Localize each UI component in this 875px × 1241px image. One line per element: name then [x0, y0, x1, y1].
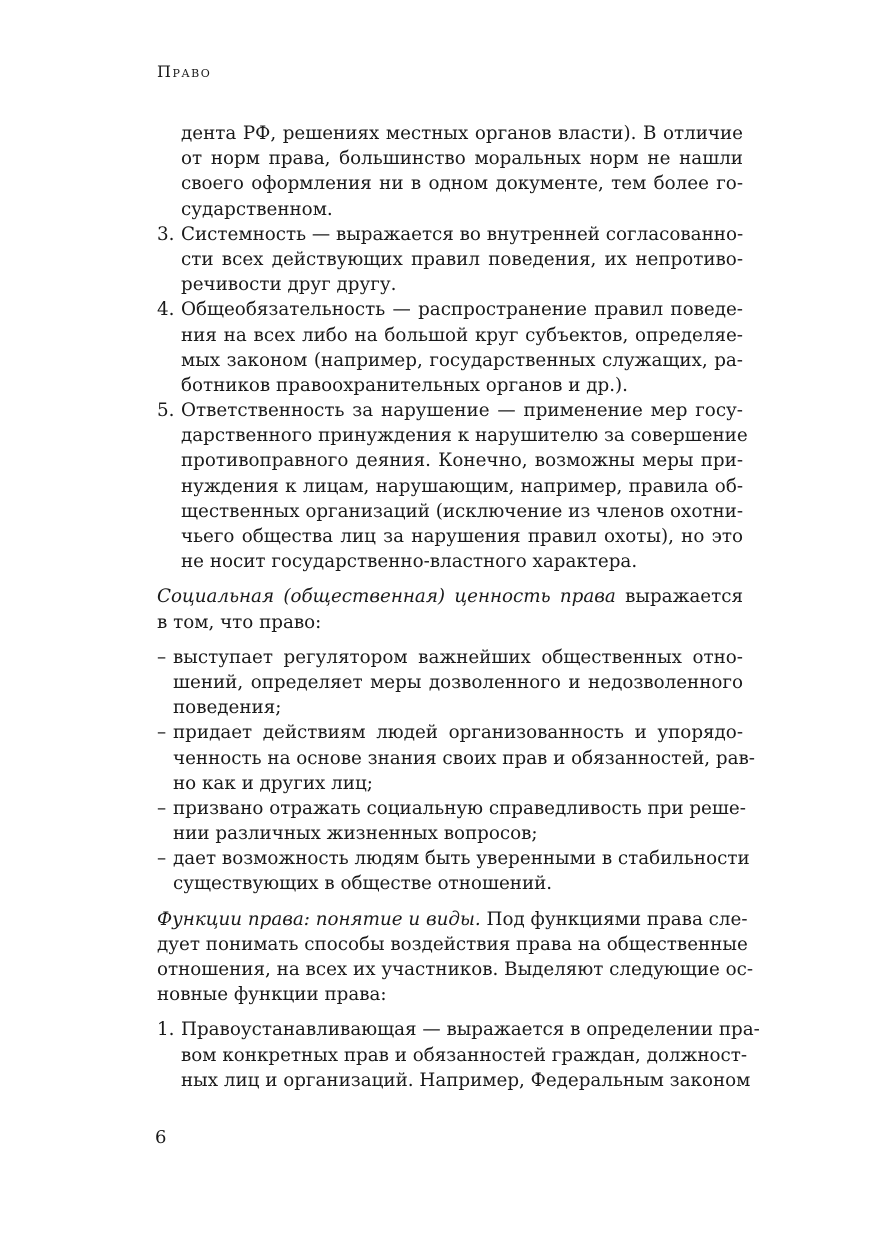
dash-item: [157, 645, 743, 721]
text-line: от норм права, большинство моральных норм не нашли: [181, 148, 743, 170]
item-number: 1.: [157, 1019, 175, 1041]
function-item-1: [157, 1017, 760, 1093]
text-run: выражается: [625, 586, 744, 608]
dash-marker: –: [157, 646, 167, 668]
text-line: Системность — выражается во внутренней согласованно-: [181, 223, 744, 245]
italic-term: Социальная (общественная) ценность права: [157, 586, 616, 608]
text-line: ных лиц и организаций. Например, Федеральным законом: [181, 1069, 751, 1091]
functions-paragraph: [157, 907, 754, 1008]
item-number: 5.: [157, 400, 175, 422]
item-number: 3.: [157, 223, 175, 245]
text-line: придает действиям людей организованность и упорядо-: [173, 722, 743, 744]
text-line: противоправного деяния. Конечно, возможны меры при-: [181, 450, 743, 472]
text-line: новные функции права:: [157, 984, 387, 1006]
text-line: отношения, на всех их участников. Выделяют следующие ос-: [157, 959, 754, 980]
numbered-item-3: [157, 222, 743, 298]
text-line: чьего общества лиц за нарушения правил охоты), но это: [181, 526, 743, 547]
dash-item: [157, 846, 750, 896]
text-line: Общеобязательность — распространение правил поведе-: [181, 299, 743, 321]
dash-item: [157, 720, 755, 796]
dash-marker: –: [157, 848, 167, 870]
body-text: [157, 121, 760, 1093]
page-number: 6: [155, 1127, 167, 1148]
text-line: мых законом (например, государственных служащих, ра-: [181, 349, 743, 371]
text-line: поведения;: [173, 697, 282, 719]
dash-marker: –: [157, 797, 167, 819]
text-line: речивости друг другу.: [181, 274, 397, 296]
text-line: дарственного принуждения к нарушителю за совершение: [181, 425, 748, 447]
text-line: дует понимать способы воздействия права на общественные: [157, 933, 748, 955]
text-line: шений, определяет меры дозволенного и недозволенного: [173, 671, 743, 693]
text-line: в том, что право:: [157, 611, 322, 633]
numbered-item-5: [157, 398, 748, 574]
intro-continuation: [157, 121, 743, 222]
text-line: щественных организаций (исключение из членов охотни-: [181, 500, 743, 522]
text-line: своего оформления ни в одном документе, тем более го-: [181, 173, 743, 195]
text-line: не носит государственно-властного характера.: [181, 551, 638, 573]
text-line: но как и других лиц;: [173, 772, 373, 794]
text-line: сударственном.: [181, 198, 333, 220]
text-line: сти всех действующих правил поведения, их непротиво-: [181, 248, 743, 270]
text-line: ния на всех либо на большой круг субъектов, определяе-: [181, 324, 743, 346]
text-line: дента РФ, решениях местных органов власти). В отличие: [181, 123, 743, 144]
dash-marker: –: [157, 722, 167, 744]
dash-list: [157, 645, 755, 897]
text-line: призвано отражать социальную справедливость при реше-: [173, 797, 746, 819]
text-line: выступает регулятором важнейших общественных отно-: [173, 646, 743, 668]
text-run: Под функциями права сле-: [486, 908, 748, 930]
text-line: существующих в обществе отношений.: [173, 873, 553, 895]
text-line: дает возможность людям быть уверенными в стабильности: [173, 848, 750, 870]
italic-heading: Функции права: понятие и виды.: [157, 908, 481, 930]
text-line: вом конкретных прав и обязанностей граждан, должност-: [181, 1044, 748, 1066]
social-value-paragraph: [157, 584, 743, 634]
dash-item: [157, 796, 746, 846]
numbered-item-4: [157, 297, 743, 398]
text-line: Ответственность за нарушение — применение мер госу-: [181, 400, 743, 422]
text-line: Правоустанавливающая — выражается в определении пра-: [181, 1019, 760, 1041]
text-line: нуждения к лицам, нарушающим, например, правила об-: [181, 475, 743, 497]
text-line: ченность на основе знания своих прав и обязанностей, рав-: [173, 747, 755, 769]
text-line: нии различных жизненных вопросов;: [173, 823, 538, 845]
text-line: ботников правоохранительных органов и др.).: [181, 374, 628, 396]
running-head: Право: [157, 62, 212, 81]
item-number: 4.: [157, 299, 175, 321]
